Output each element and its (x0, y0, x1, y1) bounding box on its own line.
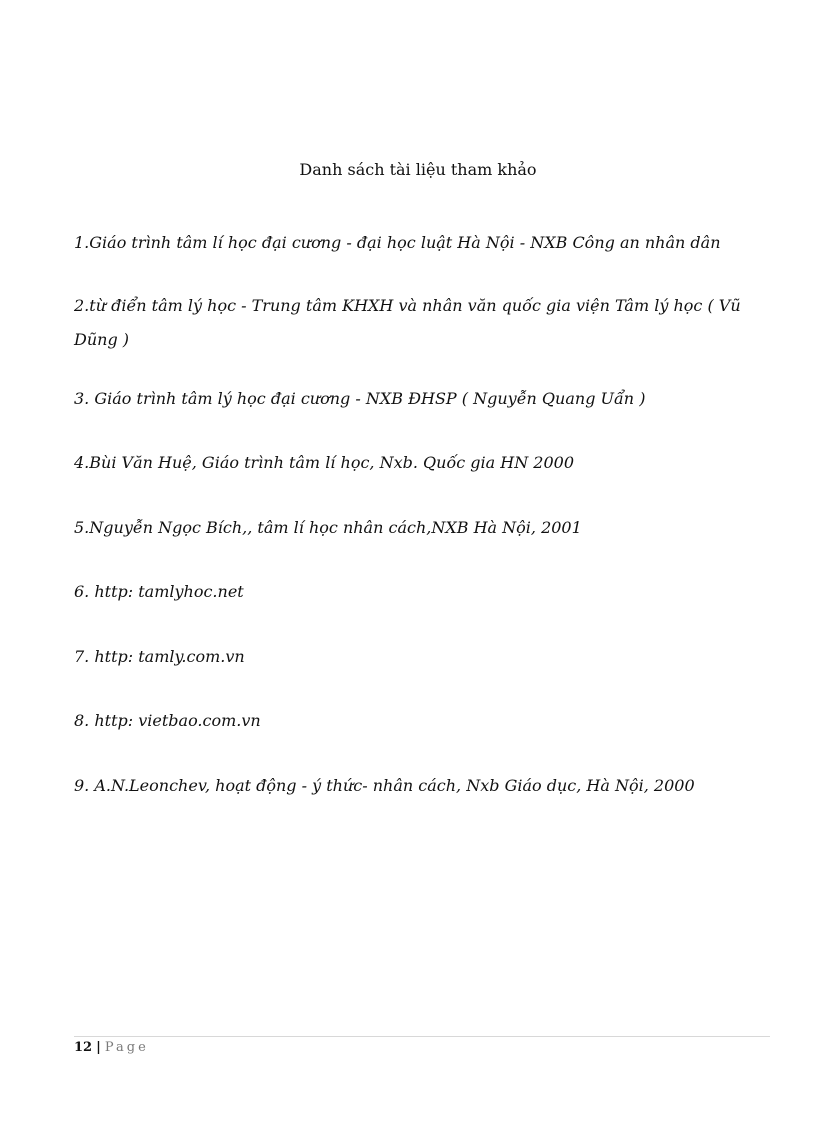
reference-item: 7. http: tamly.com.vn (74, 647, 245, 666)
footer-divider (74, 1036, 770, 1037)
footer-separator: | (96, 1040, 101, 1055)
page-footer (74, 1040, 149, 1055)
reference-item: 3. Giáo trình tâm lý học đại cương - NXB ĐHSP ( Nguyễn Quang Uẩn ) (74, 389, 646, 408)
reference-item: 2.từ điển tâm lý học - Trung tâm KHXH và nhân văn quốc gia viện Tâm lý học ( Vũ Dũng ) (74, 296, 741, 349)
page-title: Danh sách tài liệu tham khảo (299, 160, 537, 179)
reference-item: 9. A.N.Leonchev, hoạt động - ý thức- nhân cách, Nxb Giáo dục, Hà Nội, 2000 (74, 776, 695, 795)
page-number: 12 (74, 1040, 93, 1055)
reference-item: 6. http: tamlyhoc.net (74, 582, 244, 601)
reference-item: 4.Bùi Văn Huệ, Giáo trình tâm lí học, Nxb. Quốc gia HN 2000 (74, 453, 575, 472)
reference-item: 8. http: vietbao.com.vn (74, 711, 261, 730)
page-label: Page (104, 1040, 149, 1055)
reference-item: 1.Giáo trình tâm lí học đại cương - đại học luật Hà Nội - NXB Công an nhân dân (74, 233, 721, 252)
reference-item: 5.Nguyễn Ngọc Bích,, tâm lí học nhân cách,NXB Hà Nội, 2001 (74, 518, 582, 537)
